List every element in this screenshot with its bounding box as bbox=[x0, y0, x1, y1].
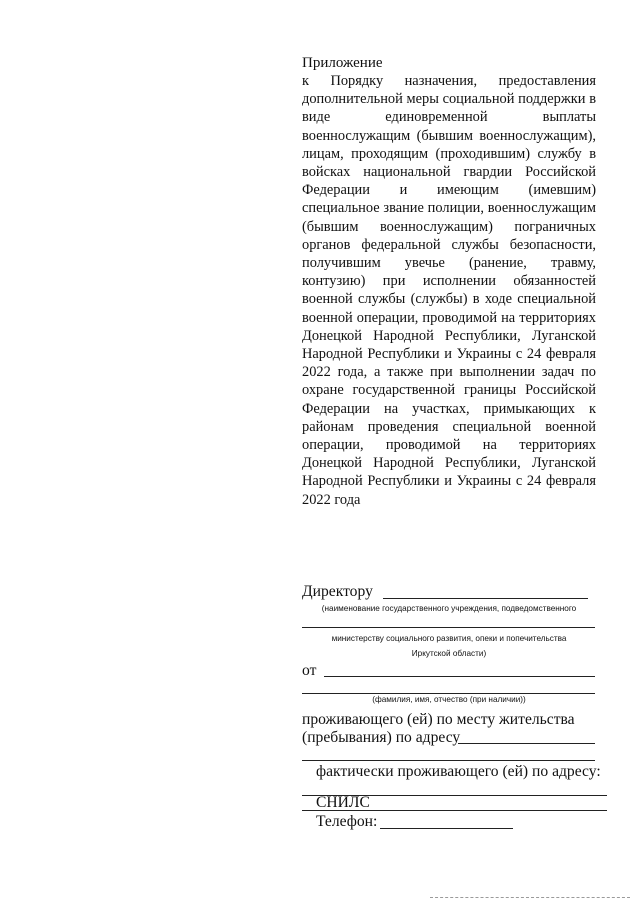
appendix-body: к Порядку назначения, предоставления дополнительной меры социальной поддержки в виде единовременной выплаты военнослужащим (бывшим военнослужащим), лицам, проходящим (проходившим) службу в войсках национальной гвардии Российской Федерации и имеющим (имевшим) специальное звание полиции, военнослужащим (бывшим военнослужащим) пограничных органов федеральной службы безопасности, получившим увечье (ранение, травму, контузию) при исполнении обязанностей военной службы (службы) в ходе специальной военной операции, проводимой на территориях Донецкой Народной Республики, Луганской Народной Республики и Украины с 24 февраля 2022 года, а также при выполнении задач по охране государственной границы Российской Федерации на участках, примыкающих к районам проведения специальной военной операции, проводимой на территориях Донецкой Народной Республики, Луганской Народной Республики и Украины с 24 февраля 2022 года bbox=[302, 73, 596, 508]
phone-label: Телефон: bbox=[316, 813, 378, 830]
institution-hint-2: министерству социального развития, опеки и попечительства bbox=[331, 634, 567, 643]
director-line[interactable] bbox=[383, 598, 588, 599]
residence-label-2: (пребывания) по адресу bbox=[302, 729, 461, 746]
residence-line-2[interactable] bbox=[302, 760, 595, 761]
name-hint: (фамилия, имя, отчество (при наличии)) bbox=[372, 695, 526, 704]
scan-edge-mark bbox=[430, 897, 630, 898]
residence-line[interactable] bbox=[458, 743, 595, 744]
appendix-title: Приложение bbox=[302, 55, 383, 71]
residence-label-1: проживающего (ей) по месту жительства bbox=[302, 711, 575, 728]
institution-line[interactable] bbox=[302, 627, 595, 628]
institution-hint-3: Иркутской области) bbox=[411, 649, 487, 658]
snils-label: СНИЛС bbox=[316, 794, 370, 811]
from-line[interactable] bbox=[324, 676, 595, 677]
phone-line[interactable] bbox=[380, 828, 513, 829]
institution-hint-1: (наименование государственного учреждения, подведомственного bbox=[321, 604, 577, 613]
from-label: от bbox=[302, 662, 317, 679]
director-label: Директору bbox=[302, 583, 373, 600]
snils-line[interactable] bbox=[302, 810, 607, 811]
actual-residence-label: фактически проживающего (ей) по адресу: bbox=[316, 763, 601, 780]
